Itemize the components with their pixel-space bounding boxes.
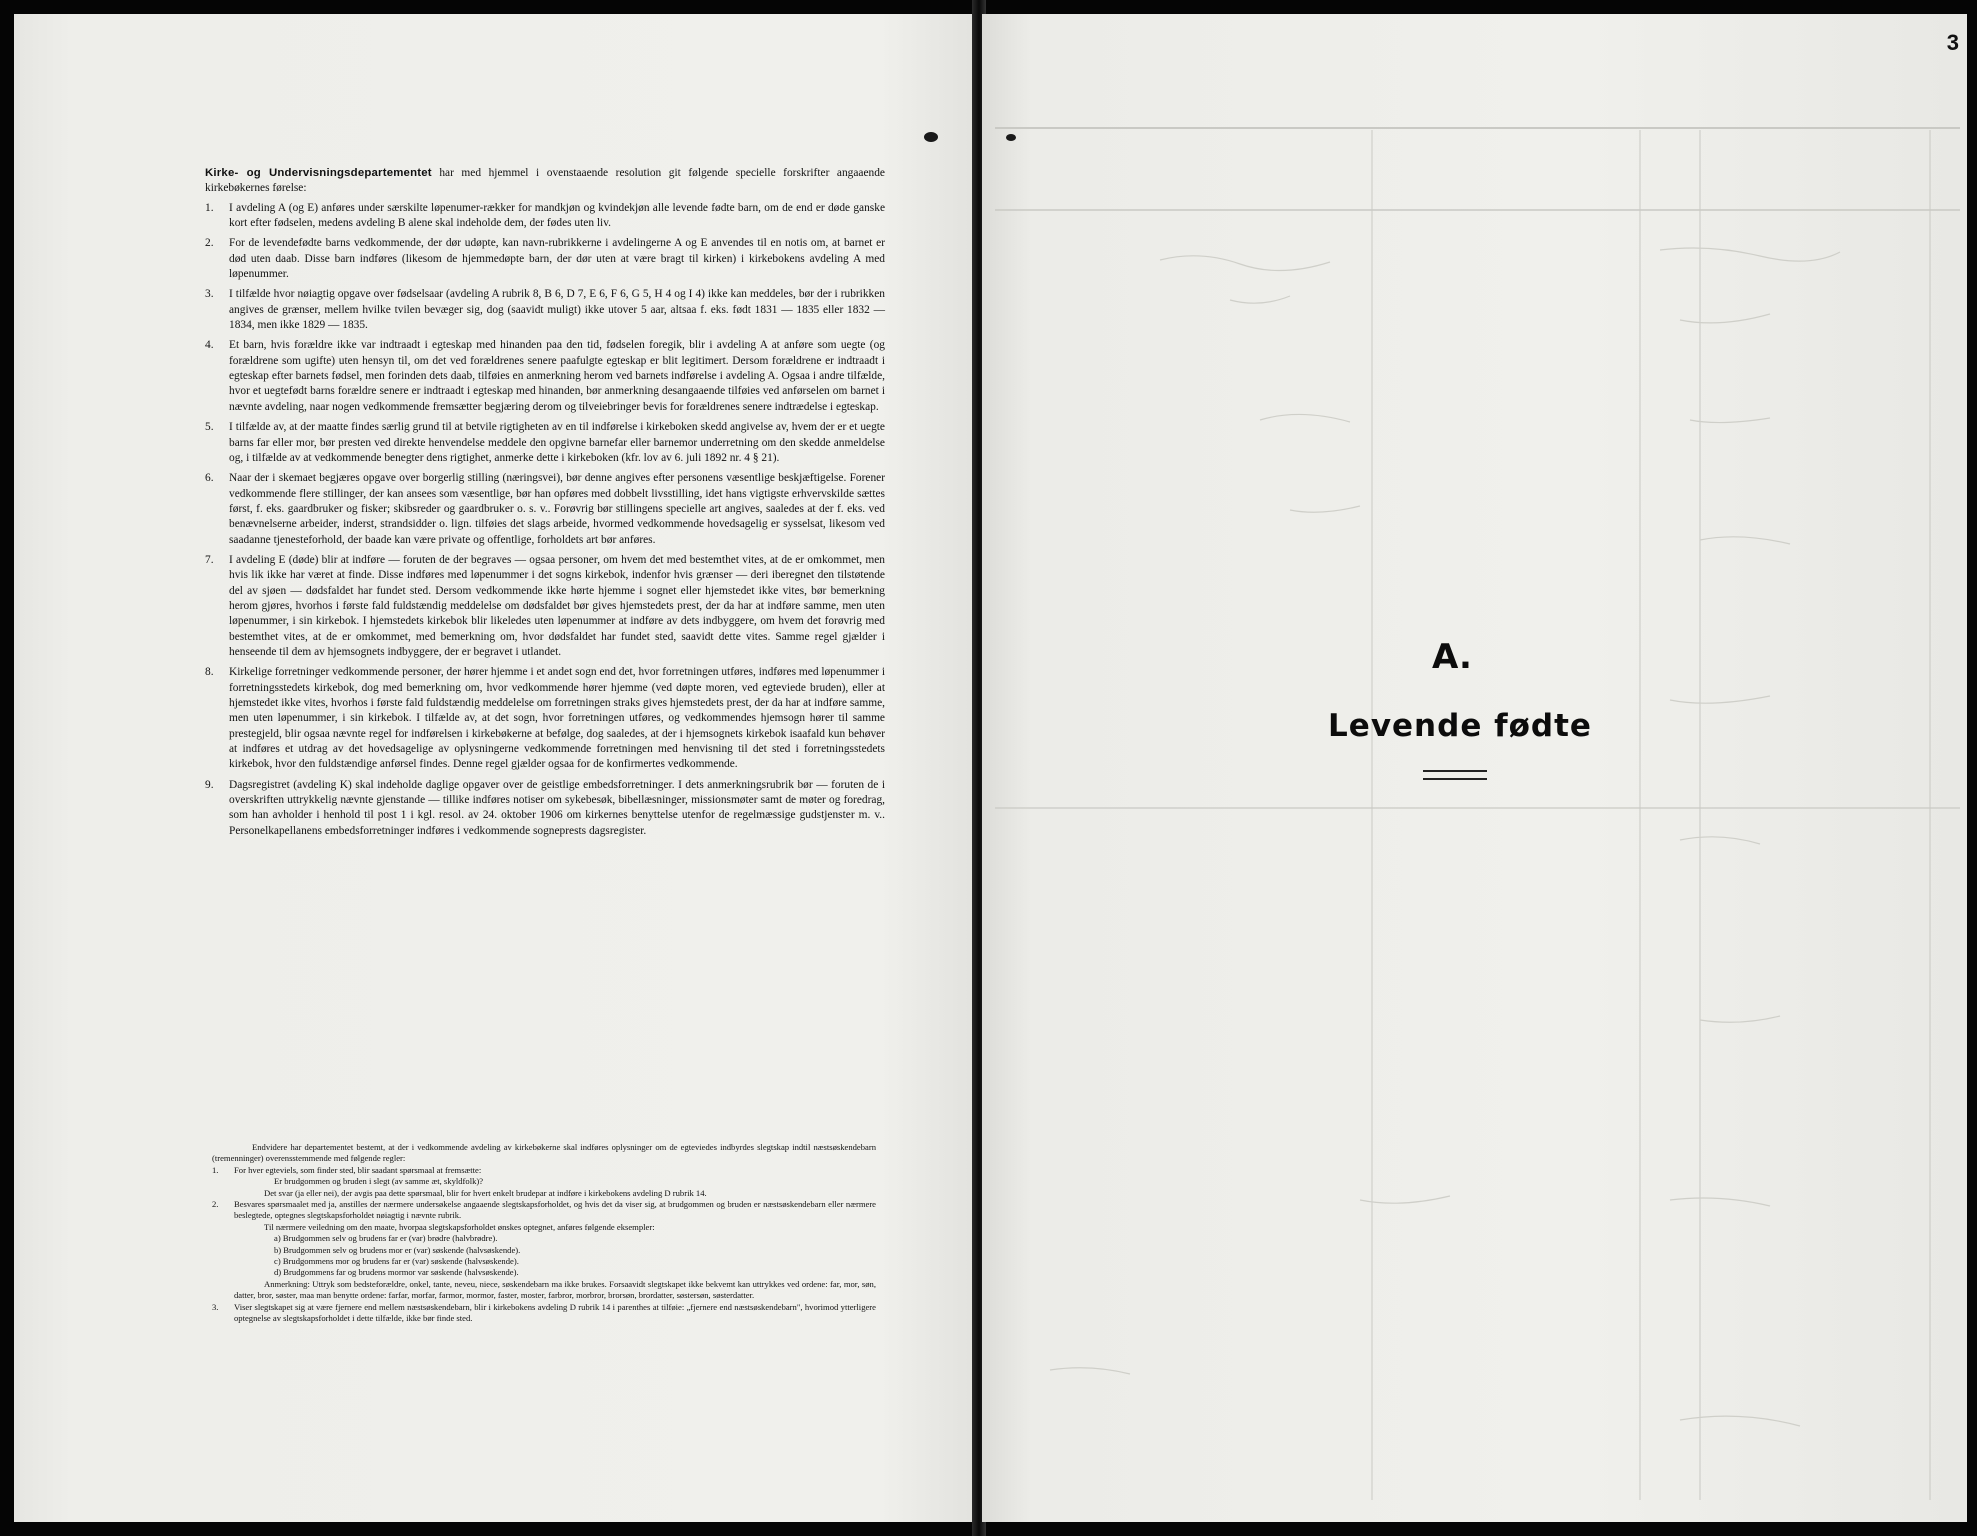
rule-text: I avdeling A (og E) anføres under særskilte løpenumer-rækker for mandkjøn og kvindekjøn alle levende fødte barn, om de end er døde ganske kort efter fødselen, medens avdeling B alene skal indeholde dem, der fødes uten liv. — [229, 201, 885, 230]
rule-number: 1. — [205, 201, 214, 214]
rule-number: 2. — [205, 237, 214, 250]
rule-item — [205, 236, 885, 282]
appendix-item-number: 1. — [212, 1164, 219, 1175]
section-letter: A. — [1432, 637, 1472, 677]
rule-text: For de levendefødte barns vedkommende, der dør udøpte, kan navn-rubrikkerne i avdelingerne A og E anvendes til en notis om, at barnet er død uten daab. Disse barn indføres (likesom de hjemmedøpte barn, der dør uten at være bragt til kirken) i kirkebokens avdeling A med løpenummer. — [229, 237, 885, 281]
rule-text: Et barn, hvis forældre ikke var indtraadt i egteskap med hinanden paa den tid, fødselen foregik, blir i avdeling A at anføre som uegte (og forældrene som ugifte) uten hensyn til, om det ved forældrenes senere paafulgte egteskap er blit legitimert. Dersom forældrene er indtraadt i egteskap efter barnets fødsel, men forinden dets daab, tilføies en anmerkning herom ved barnets indførelse i avdeling A. Ogsaa i andre tilfælde, hvor et uegtefødt barns forældre senere er indtraadt i egteskap med hinanden, bør anmerkning desangaaende tilføies ved anførselen om barnet i nævnte avdeling, naar nogen vedkommende fremsætter begjæring derom og tilveiebringer bevis for forældrenes senere indtrædelse i egteskap. — [229, 339, 885, 413]
appendix-item — [212, 1302, 876, 1325]
rule-item — [205, 201, 885, 232]
appendix-guide: Til nærmere veiledning om den maate, hvorpaa slegtskapsforholdet ønskes optegnet, anføres følgende eksempler: — [264, 1221, 655, 1232]
rule-number: 7. — [205, 553, 214, 566]
regulations-intro — [205, 166, 885, 197]
page-number: 3 — [1946, 30, 1959, 55]
rule-item — [205, 420, 885, 466]
rule-number: 6. — [205, 472, 214, 485]
rule-number: 8. — [205, 666, 214, 679]
rule-text: Naar der i skemaet begjæres opgave over borgerlig stilling (næringsvei), bør denne angives efter personens væsentlige beskjæftigelse. Forener vedkommende flere stillinger, der kan ansees som væsentlige, bør han opføres med dobbelt livsstilling, idet hans vigtigste erhvervskilde sættes først, f. eks. gaardbruker og fisker; skibsreder og gaardbruker o. s. v.. Forøvrig bør stillingens specielle art angives, saaledes at der f. eks. ved benævnelserne arbeider, inderst, strandsidder o. lign. tilføies det slags arbeide, hvormed vedkommende hovedsagelig er sysselsat, likesom ved saadanne tjenesteforhold, der baade kan være private og offentlige, forholdets art bør anføres. — [229, 472, 885, 546]
appendix-item-number: 3. — [212, 1301, 219, 1312]
appendix-item-text: For hver egteviels, som finder sted, blir saadant spørsmaal at fremsætte: — [234, 1164, 482, 1175]
appendix-item-number: 2. — [212, 1199, 219, 1210]
appendix-example: d) Brudgommens far og brudens mormor var søskende (halvsøskende). — [274, 1267, 519, 1278]
rule-number: 9. — [205, 778, 214, 791]
appendix-item — [212, 1165, 876, 1176]
appendix-answer: Det svar (ja eller nei), der avgis paa dette spørsmaal, blir for hvert enkelt brudepar at indføre i kirkebokens avdeling D rubrik 14. — [264, 1187, 707, 1198]
rule-text: Kirkelige forretninger vedkommende personer, der hører hjemme i et andet sogn end det, hvor forretningen utføres, indføres med løpenummer i forretningsstedets kirkebok, dog med bemerkning om, hvor vedkommende hører hjemme (ved døpte moren, ved egteviede bruden), eller at hjemstedet ikke vites, hvorhos i første fald fuldstændig meddelelse om forretningen straks gives hjemstedets prest, der da har at indføre samme, men uten løpenummer, i sin kirkebok. I tilfælde av, at det sogn, hvor forretningen utføres, og vedkommendes hjemsogn hører til samme prestegjeld, blir ogsaa nævnte regel for indførelsen i kirkebøkerne at befølge, dog saaledes, at der i hjemsognets kirkebok isaafald kun behøver at indføres et utdrag av det hovedsagelige av oplysningerne vedkommende forretningen med henvisning til det sted i forretningsstedets kirkebok, hvor den fuldstændige anførsel findes. Denne regel gjælder ogsaa for de konfirmertes vedkommende. — [229, 666, 885, 771]
appendix-item-text: Viser slegtskapet sig at være fjernere end mellem næstsøskendebarn, blir i kirkebokens avdeling D rubrik 14 i parenthes at tilføie: „fjernere end næstsøskendebarn", hvorimod ytterligere optegnelse av slegtskapsforholdet i dette tilfælde, ikke bør finde sted. — [234, 1301, 876, 1324]
intro-text: har med hjemmel i ovenstaaende resolution git følgende specielle forskrifter angaaende kirkebøkernes førelse: — [205, 167, 885, 195]
appendix-item-text: Besvares spørsmaalet med ja, anstilles der nærmere undersøkelse angaaende slegtskapsforholdet, og hvis det da viser sig, at brudgommen og bruden er næstsøskendebarn eller nærmere beslegtede, optegnes slegtskapsforholdet nøiagtig i nævnte rubrik. — [234, 1199, 876, 1221]
rule-number: 5. — [205, 421, 214, 434]
appendix-example: a) Brudgommen selv og brudens far er (var) brødre (halvbrødre). — [274, 1233, 498, 1244]
title-double-rule — [1423, 770, 1487, 780]
ink-spot — [1006, 134, 1016, 141]
rule-text: I tilfælde hvor nøiagtig opgave over fødselsaar (avdeling A rubrik 8, B 6, D 7, E 6, F 6, G 5, H 4 og I 4) ikke kan meddeles, bør der i rubrikken angives de grænser, mellem hvilke tvilen bevæger sig, dog (saavidt muligt) ikke utover 5 aar, altsaa f. eks. født 1831 — 1835 eller 1832 — 1834, men ikke 1829 — 1835. — [229, 288, 885, 332]
rule-item — [205, 553, 885, 660]
department-name: Kirke- og Undervisningsdepartementet — [205, 167, 432, 179]
appendix-example: c) Brudgommens mor og brudens far er (var) søskende (halvsøskende). — [274, 1256, 519, 1267]
rule-item — [205, 287, 885, 333]
kinship-appendix — [212, 1142, 876, 1325]
rule-text: Dagsregistret (avdeling K) skal indeholde daglige opgaver over de geistlige embedsforretninger. I dets anmerkningsrubrik bør — foruten de i overskriften uttrykkelig nævnte gjenstande — tillike indføres notiser om sykebesøk, bibellæsninger, missionsmøter samt de møter og foredrag, som han avholder i henhold til post 1 i kgl. resol. av 24. oktober 1906 om kirkernes benyttelse utenfor de regelmæssige gudstjenster m. v.. Personelkapellanens embedsforretninger indføres i vedkommende sogneprests dagsregister. — [229, 778, 885, 837]
appendix-intro: Endvidere har departementet bestemt, at der i vedkommende avdeling av kirkebøkerne skal indføres oplysninger om de egteviedes indbyrdes slegtskap indtil næstsøskendebarn (tremenninger) overensstemmende med følgende regler: — [212, 1142, 876, 1164]
rule-item — [205, 665, 885, 772]
rule-item — [205, 778, 885, 839]
appendix-item — [212, 1199, 876, 1222]
appendix-example: b) Brudgommen selv og brudens mor er (var) søskende (halvsøskende). — [274, 1244, 521, 1255]
rule-number: 4. — [205, 339, 214, 352]
rules-list — [205, 201, 885, 839]
appendix-note: Anmerkning: Uttryk som bedsteforældre, onkel, tante, neveu, niece, søskendebarn ma ikke brukes. Forsaavidt slegtskapet ikke bekvemt kan uttrykkes ved ordene: far, mor, søn, datter, bror, søster, maa man benytte ordene: farfar, morfar, farmor, mormor, faster, moster, farbror, morbror, brorsøn, brordatter, søstersøn, søsterdatter. — [234, 1278, 876, 1301]
ink-spot — [924, 132, 938, 142]
rule-text: I tilfælde av, at der maatte findes særlig grund til at betvile rigtigheten av en til indførelse i kirkeboken skedd angivelse av, hvem der er et uegte barns far eller mor, bør presten ved direkte henvendelse meddele den opgivne barnefar eller barnemor underretning om den skedde anmeldelse og, i tilfælde av at vedkommende benegter dens rigtighet, anmerke dette i kirkeboken (kfr. lov av 6. juli 1892 nr. 4 § 21). — [229, 421, 885, 464]
regulations-text — [205, 166, 885, 844]
section-title: Levende fødte — [1328, 708, 1592, 744]
appendix-question: Er brudgommen og bruden i slegt (av samme æt, skyldfolk)? — [274, 1176, 484, 1187]
rule-number: 3. — [205, 288, 214, 301]
rule-text: I avdeling E (døde) blir at indføre — foruten de der begraves — ogsaa personer, om hvem det med bestemthet vites, at de er omkommet, men hvis lik ikke har været at finde. Disse indføres med løpenummer i det sogns kirkebok, indenfor hvis grænser — deri iberegnet den tilstøtende del av sjøen — dødsfaldet har fundet sted. Dersom vedkommende ikke hørte hjemme i sognet eller hjemstedet ikke vites, bør bemerkning herom gjøres, hvorhos i første fald fuldstændig meddelelse om dødsfaldet bør gives hjemstedets prest, der da har at indføre samme, men uten løpenummer, i sin kirkebok. I hjemstedets kirkebok blir likeledes uten løpenummer at indføre av dets indbyggere, om hvem det forøvrig med bestemthet vites, at de er omkommet, med bemerkning om, hvor dødsfaldet har fundet sted, saavidt dette vites. Samme regel gjælder i henseende til dem av hjemsognets indbyggere, der er begravet i utlandet. — [229, 553, 885, 658]
right-page — [982, 14, 1967, 1522]
rule-item — [205, 471, 885, 548]
rule-item — [205, 338, 885, 415]
